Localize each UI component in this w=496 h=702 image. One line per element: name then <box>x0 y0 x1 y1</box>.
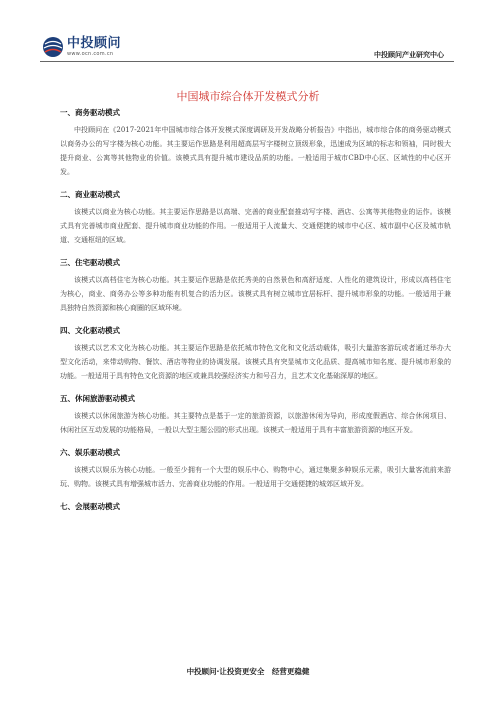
logo-name: 中投顾问 <box>67 35 122 51</box>
document-body <box>60 108 451 517</box>
section-paragraph: 该模式以娱乐为核心功能。一般至少拥有一个大型的娱乐中心、购物中心，通过集聚多种娱乐元素，吸引大量客流前来游玩、购物。该模式具有增强城市活力、完善商业功能的作用。一般适用于交通便捷的城郊区域开发。 <box>60 466 451 488</box>
section-paragraph: 中投顾问在《2017-2021年中国城市综合体开发模式深度调研及开发战略分析报告》中指出，城市综合体的商务驱动模式以商务办公的写字楼为核心功能。其主要运作思路是利用超高层写字楼树立顶级形象，迅速成为区域的标志和领袖，同时极大提升商业、公寓等其他物业的价值。该模式具有提升城市建设品质的功能。一般适用于城市CBD中心区、区域性的中心区开发。 <box>60 126 451 176</box>
logo-globe-icon <box>42 36 64 58</box>
section-heading: 四、文化驱动模式 <box>60 326 120 335</box>
document-title: 中国城市综合体开发模式分析 <box>176 90 320 103</box>
header-divider <box>40 61 454 62</box>
section-heading: 七、会展驱动模式 <box>60 502 120 511</box>
section-paragraph: 该模式以商业为核心功能。其主要运作思路是以高端、完善的商业配套推动写字楼、酒店、公寓等其他物业的运作。该模式具有完善城市商业配套、提升城市商业功能的作用。一般适用于人流量大、交通便捷的城市中心区、城市副中心区及城市轨道、交通枢纽的区域。 <box>60 208 451 244</box>
page-header <box>0 0 496 62</box>
section-heading: 五、休闲旅游驱动模式 <box>60 394 135 403</box>
section-heading: 六、娱乐驱动模式 <box>60 448 120 457</box>
section-paragraph: 该模式以艺术文化为核心功能。其主要运作思路是依托城市特色文化和文化活动载体，吸引大量游客游玩或者通过举办大型文化活动，来带动购物、餐饮、酒店等物业的协调发展。该模式具有突显城市文化品质、提高城市知名度、提升城市形象的功能。一般适用于具有特色文化资源的地区或兼具较强经济实力和号召力，且艺术文化基础深厚的地区。 <box>60 344 451 380</box>
section-paragraph: 该模式以高档住宅为核心功能。其主要运作思路是依托秀美的自然景色和高舒适度、人性化的建筑设计，形成以高档住宅为核心，商业、商务办公等多种功能有机复合的活力区。该模式具有树立城市宜居标杆、提升城市形象的功能。一般适用于兼具独特自然资源和核心商圈的区域环境。 <box>60 276 451 312</box>
section-heading: 三、住宅驱动模式 <box>60 258 120 267</box>
section-paragraph: 该模式以休闲旅游为核心功能。其主要特点是基于一定的旅游资源，以旅游休闲为导向，形成度假酒店、综合休闲项目、休闲社区互动发展的功能格局，一般以大型主题公园的形式出现。该模式一般适用于具有丰富旅游资源的地区开发。 <box>60 412 451 434</box>
page-footer: 中投顾问·让投资更安全 经营更稳健 <box>186 667 310 676</box>
section-heading: 一、商务驱动模式 <box>60 108 120 117</box>
logo-url: www.ocn.com.cn <box>67 50 114 57</box>
logo <box>42 35 121 59</box>
header-right-label: 中投顾问产业研究中心 <box>374 51 444 59</box>
section-heading: 二、商业驱动模式 <box>60 190 120 199</box>
